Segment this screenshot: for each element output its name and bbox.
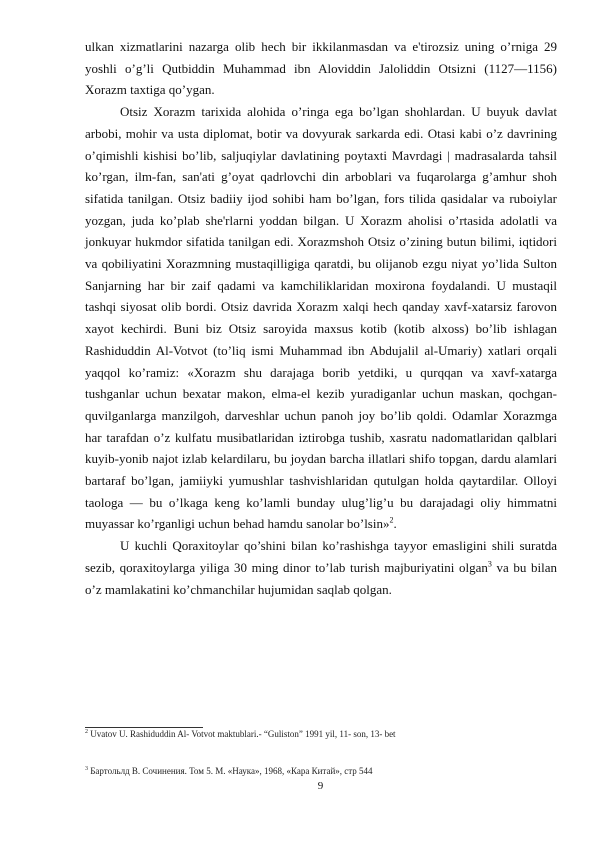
footnote-2-text: Uvatov U. Rashiduddin Al- Votvot maktublari.- “Guliston” 1991 yil, 11- son, 13- bet: [88, 729, 396, 739]
paragraph-3: [85, 535, 557, 600]
main-text: [85, 36, 557, 600]
paragraph-1: [85, 36, 557, 101]
paragraph-2-text: Otsiz Xorazm tarixida alohida o’ringa ega bo’lgan shohlardan. U buyuk davlat arbobi, mohir va usta diplomat, botir va dovyurak sarkarda edi. Otasi kabi o’z davrining o’qimishli kishisi bo’lib, saljuqiylar davlatining poytaxti Mavrdagi | madrasalarda tahsil ko’rgan, ilm-fan, san'ati g’oyat qadrlovchi din arboblari va fuqarolarga g’amhur shoh sifatida tanilgan. Otsiz badiiy ijod sohibi ham bo’lgan, fors tilida qasidalar va ruboiylar yozgan, juda ko’plab she'rlarni yoddan bilgan. U Xorazm aholisi o’rtasida adolatli va jonkuyar hukmdor sifatida tanilgan edi. Xorazmshoh Otsiz o’zining butun bilimi, iqtidori va qobiliyatini Xorazmning mustaqilligiga qaratdi, bu olijanob ezgu niyat yo’lida Sulton Sanjarning har bir zaif qadami va kamchiliklaridan moxirona foydalandi. U mustaqil tashqi siyosat olib bordi. Otsiz davrida Xorazm xalqi hech qanday xavf-xatarsiz farovon xayot kechirdi. Buni biz Otsiz saroyida maxsus kotib (kotib alxoss) bo’lib ishlagan Rashiduddin Al-Votvot (to’liq ismi Muhammad ibn Abdujalil al-Umariy) xatlari orqali yaqqol ko’ramiz: «Xorazm shu darajaga borib yetdiki, u qurqqan va xavf-xatarga tushganlar uchun bexatar makon, elma-el kezib yuradiganlar uchun maskan, qochgan-quvilganlarga manzilgoh, darveshlar uchun panoh joy bo’lib qoldi. Odamlar Xorazmga har tarafdan o’z kulfatu musibatlaridan iztirobga tushib, xasratu nadomatlaridan qalblari kuyib-yonib najot izlab kelardilaru, bu joydan barcha illatlari shifo topgan, dardu alamlari bartaraf bo’lgan, jamiiyki yumushlar tashvishlaridan qutulgan holda qaytardilar. Olloyi taologa — bu o’lkaga keng ko’lamli bunday ulug’lig’u bu darajadagi oliy himmatni muyassar ko’rganligi uchun behad hamdu sanolar bo’lsin»: [85, 104, 557, 532]
footnote-ref-2[interactable]: 2: [389, 516, 394, 526]
footnote-3-number: 3: [85, 766, 88, 772]
paragraph-2: [85, 101, 557, 535]
footnote-3: [85, 766, 557, 777]
page-number: 9: [317, 780, 324, 792]
footnote-2: [85, 729, 557, 740]
footnote-3-text: Бартольлд В. Сочинения. Том 5. М. «Наука», 1968, «Кара Китай», стр 544: [88, 766, 373, 776]
paragraph-1-text: ulkan xizmatlarini nazarga olib hech bir ikkilanmasdan va e'tirozsiz uning o’rniga 29 yoshli o’g’li Qutbiddin Muhammad ibn Aloviddin Jaloliddin Otsizni (1127—1156) Xorazm taxtiga qo’ygan.: [85, 39, 557, 98]
paragraph-3-text: U kuchli Qoraxitoylar qo’shini bilan ko’rashishga tayyor emasligini shili suratda sezib, qoraxitoylarga yiliga 30 ming dinor to’lab turish majburiyatini olgan: [85, 538, 557, 575]
footnote-2-number: 2: [85, 729, 88, 735]
paragraph-3-tail: va bu bilan o’z mamlakatini ko’chmanchilar hujumidan saqlab qolgan.: [85, 559, 558, 597]
paragraph-2-tail: .: [393, 516, 397, 532]
footnote-ref-3[interactable]: 3: [487, 559, 492, 569]
footnote-separator: [85, 727, 203, 728]
